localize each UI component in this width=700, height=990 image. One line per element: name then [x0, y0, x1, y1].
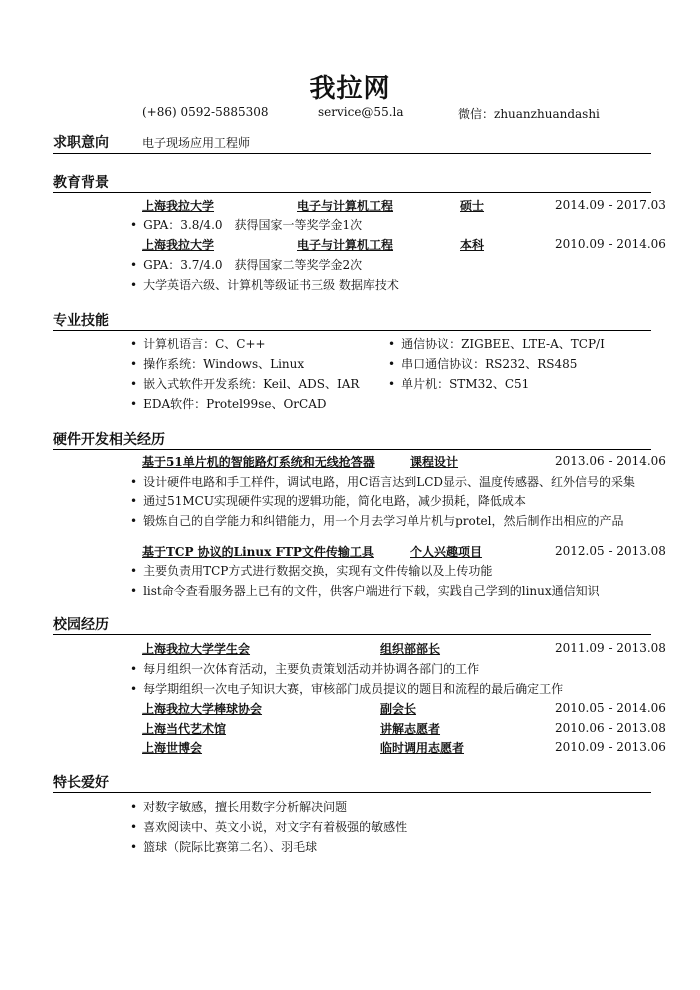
education-date: 2010.09 - 2014.06	[555, 237, 666, 251]
campus-bullet: • 每学期组织一次电子知识大赛，审核部门成员提议的题目和流程的最后确定工作	[130, 680, 563, 697]
contact-wechat: 微信：zhuanzhuandashi	[458, 107, 600, 121]
objective-divider	[53, 153, 651, 154]
campus-role: 临时调用志愿者	[380, 741, 465, 755]
campus-org: 上海当代艺术馆	[142, 722, 227, 736]
education-major: 电子与计算机工程	[297, 199, 394, 213]
project-date: 2012.05 - 2013.08	[555, 544, 666, 558]
education-divider	[53, 192, 651, 193]
education-degree: 本科	[460, 238, 485, 252]
campus-bullet: • 每月组织一次体育活动，主要负责策划活动并协调各部门的工作	[130, 660, 479, 677]
education-school: 上海我拉大学	[142, 199, 215, 213]
hobby-item: • 篮球（院际比赛第二名）、羽毛球	[130, 838, 317, 855]
campus-role: 组织部部长	[380, 642, 441, 656]
campus-role: 副会长	[380, 702, 417, 716]
skill-item: • 操作系统：Windows、Linux	[130, 355, 304, 372]
project-bullet: • 主要负责用TCP方式进行数据交换，实现有文件传输以及上传功能	[130, 562, 492, 579]
hobbies-divider	[53, 792, 651, 793]
hobby-item: • 喜欢阅读中、英文小说，对文字有着极强的敏感性	[130, 818, 407, 835]
campus-date: 2011.09 - 2013.08	[555, 641, 666, 655]
skills-heading: 专业技能	[53, 313, 109, 329]
skills-divider	[53, 330, 651, 331]
hardware-divider	[53, 449, 651, 450]
hobbies-heading: 特长爱好	[53, 775, 109, 791]
education-bullet: • 大学英语六级、计算机等级证书三级 数据库技术	[130, 276, 399, 293]
education-major: 电子与计算机工程	[297, 238, 394, 252]
education-bullet: • GPA：3.7/4.0 获得国家二等奖学金2次	[130, 256, 362, 273]
contact-phone: (+86) 0592-5885308	[142, 105, 269, 119]
skill-item: • 串口通信协议：RS232、RS485	[388, 355, 577, 372]
campus-date: 2010.09 - 2013.06	[555, 740, 666, 754]
project-bullet: • list命令查看服务器上已有的文件，供客户端进行下载，实践自己学到的linux通信知识	[130, 582, 600, 599]
skill-item: • 计算机语言：C、C++	[130, 335, 266, 352]
education-heading: 教育背景	[53, 175, 109, 191]
campus-date: 2010.05 - 2014.06	[555, 701, 666, 715]
project-title: 基于TCP 协议的Linux FTP文件传输工具	[142, 545, 374, 559]
campus-org: 上海我拉大学棒球协会	[142, 702, 263, 716]
hardware-heading: 硬件开发相关经历	[53, 432, 165, 448]
project-type: 课程设计	[410, 455, 459, 469]
campus-date: 2010.06 - 2013.08	[555, 721, 666, 735]
campus-heading: 校园经历	[53, 617, 109, 633]
project-bullet: • 设计硬件电路和手工样件，调试电路，用C语言达到LCD显示、温度传感器、红外信号的采集	[130, 473, 635, 490]
education-degree: 硕士	[460, 199, 485, 213]
campus-org: 上海我拉大学学生会	[142, 642, 251, 656]
project-type: 个人兴趣项目	[410, 545, 483, 559]
project-bullet: • 锻炼自己的自学能力和纠错能力，用一个月去学习单片机与protel，然后制作出相应的产品	[130, 512, 624, 529]
project-bullet: • 通过51MCU实现硬件实现的逻辑功能，简化电路，减少损耗，降低成本	[130, 492, 526, 509]
skill-item: • 单片机：STM32、C51	[388, 375, 529, 392]
hobby-item: • 对数字敏感，擅长用数字分析解决问题	[130, 798, 347, 815]
objective-heading: 求职意向	[53, 135, 109, 151]
education-bullet: • GPA：3.8/4.0 获得国家一等奖学金1次	[130, 216, 362, 233]
skill-item: • 通信协议：ZIGBEE、LTE-A、TCP/I	[388, 335, 605, 352]
resume-name: 我拉网	[309, 74, 391, 104]
education-date: 2014.09 - 2017.03	[555, 198, 666, 212]
campus-org: 上海世博会	[142, 741, 203, 755]
campus-role: 讲解志愿者	[380, 722, 441, 736]
education-school: 上海我拉大学	[142, 238, 215, 252]
campus-divider	[53, 634, 651, 635]
objective-value: 电子现场应用工程师	[142, 136, 251, 150]
skill-item: • EDA软件：Protel99se、OrCAD	[130, 395, 327, 412]
skill-item: • 嵌入式软件开发系统：Keil、ADS、IAR	[130, 375, 359, 392]
project-date: 2013.06 - 2014.06	[555, 454, 666, 468]
contact-email: service@55.la	[318, 105, 404, 119]
project-title: 基于51单片机的智能路灯系统和无线抢答器	[142, 455, 375, 469]
